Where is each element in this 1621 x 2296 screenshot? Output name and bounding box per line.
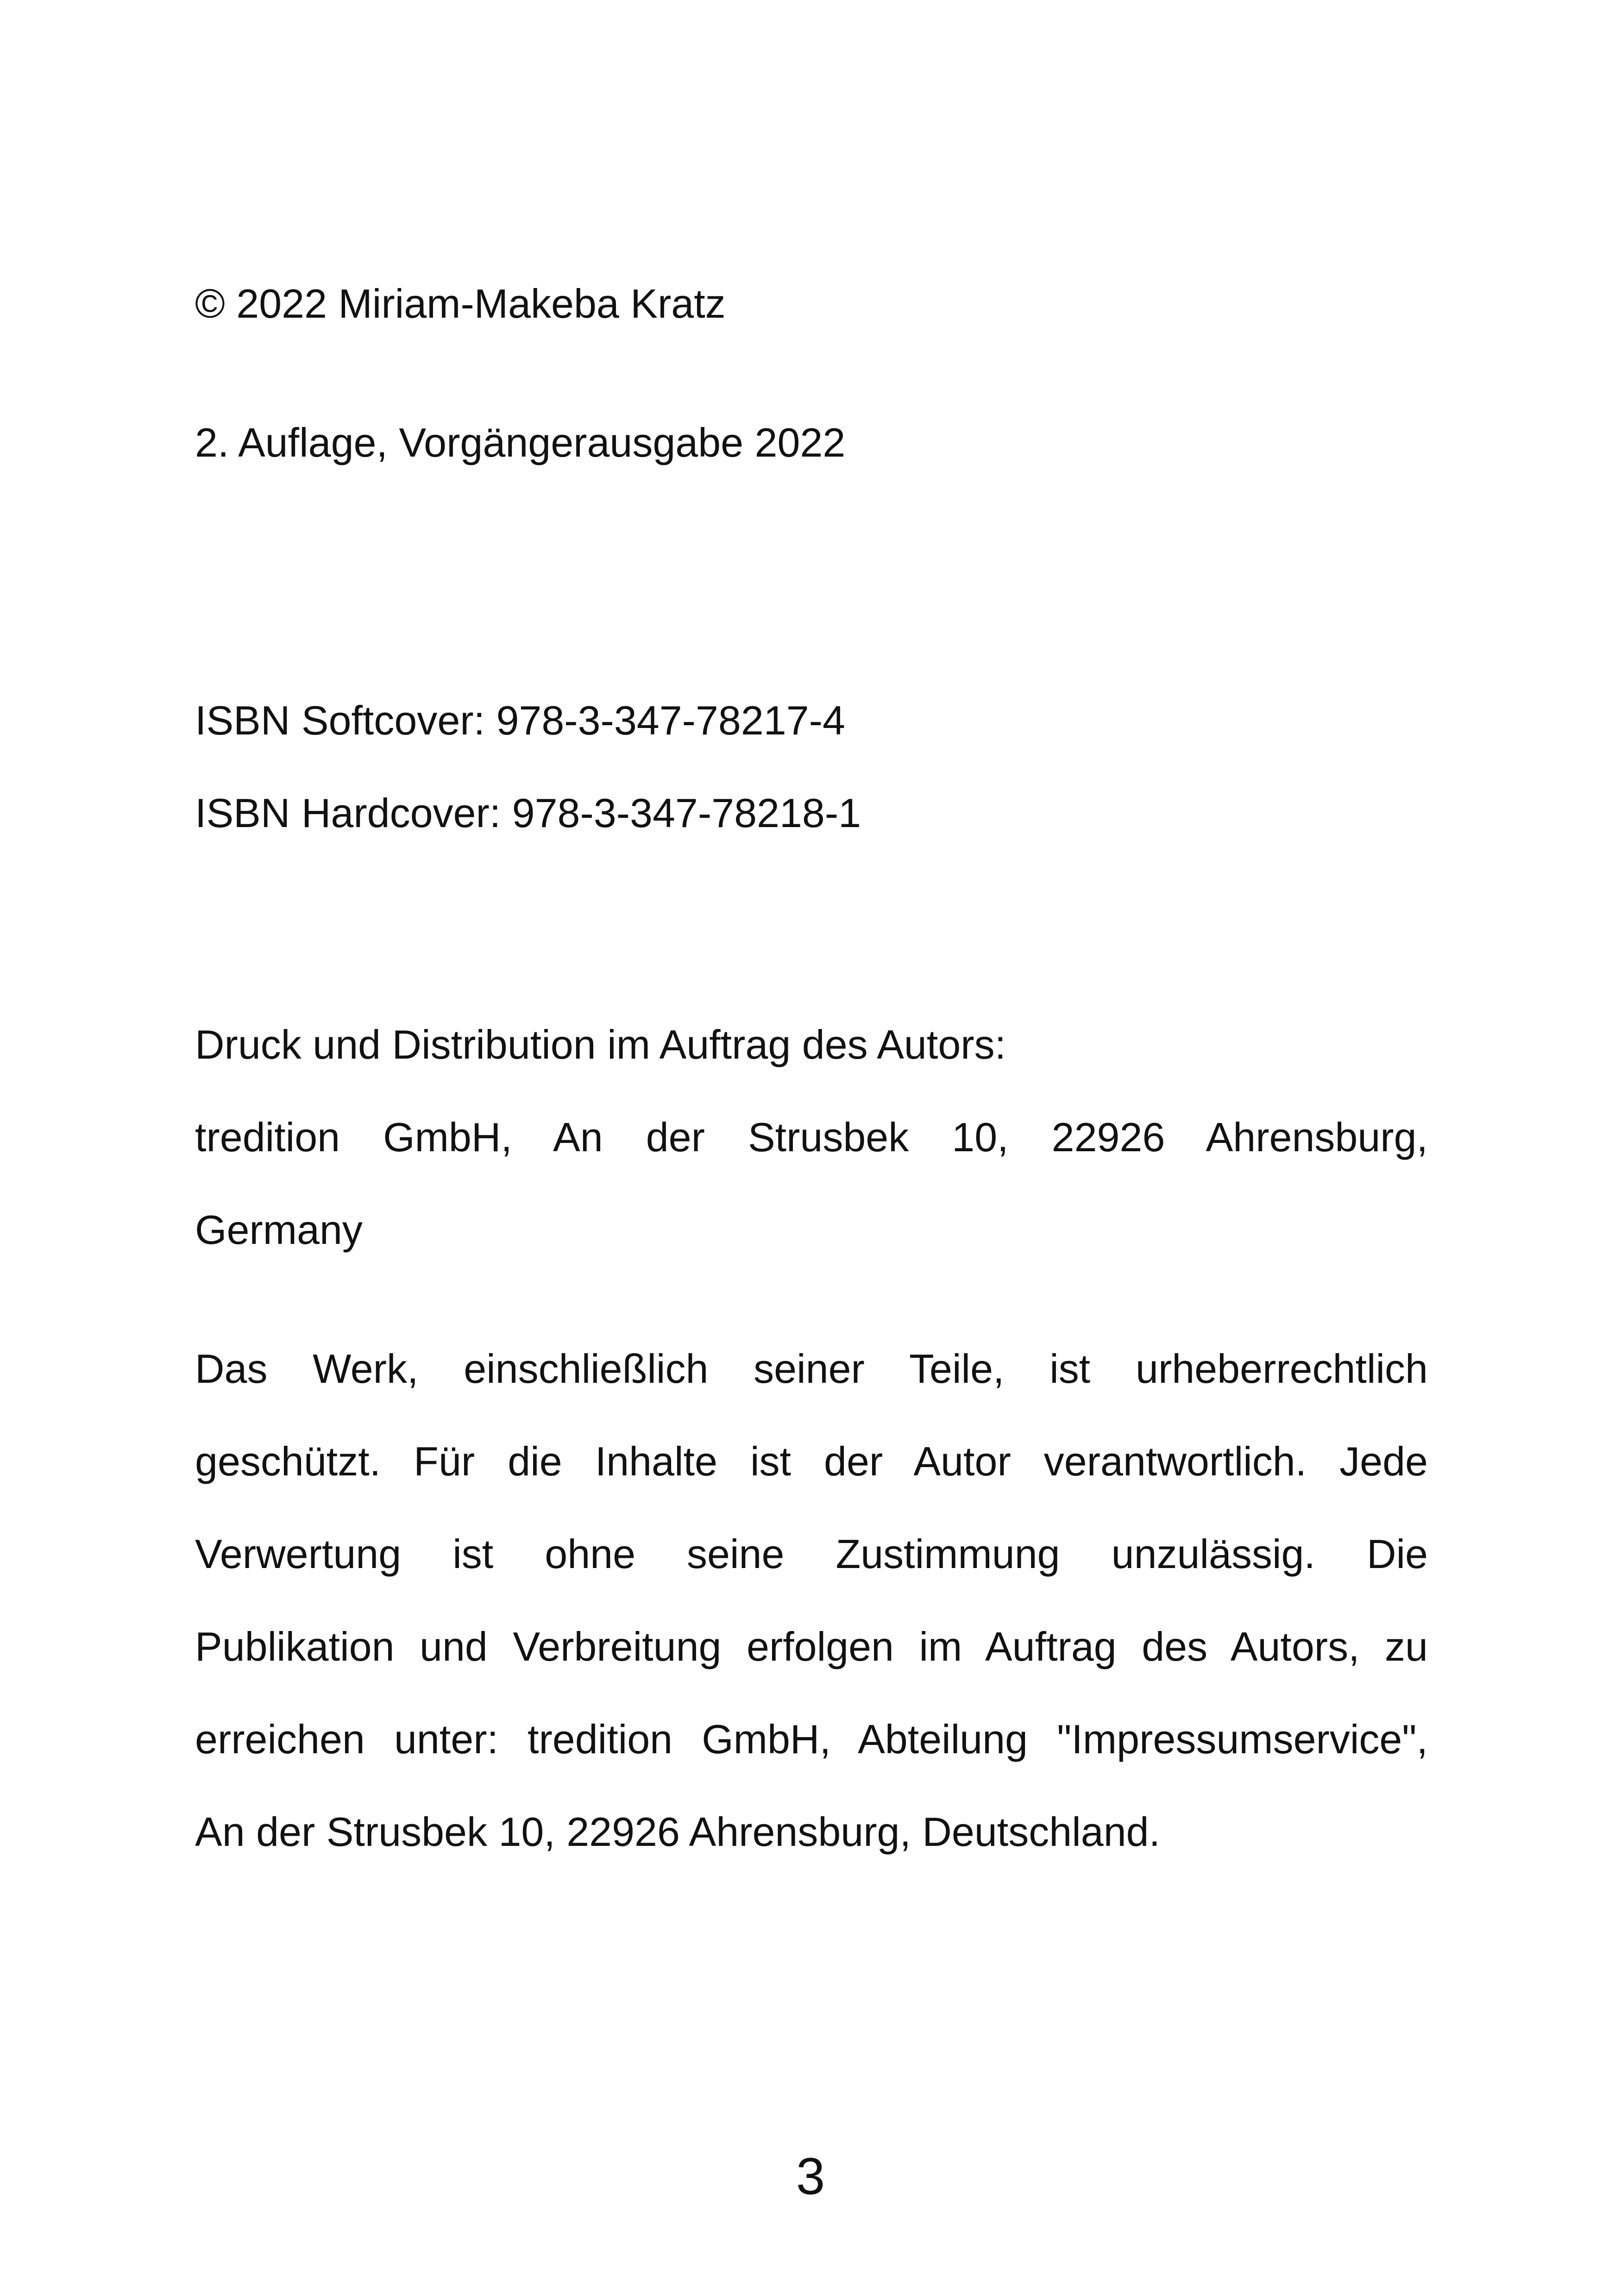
printer-address-line: tredition GmbH, An der Strusbek 10, 22926 Ahrensburg,	[195, 1114, 1428, 1160]
printer-address-line: Germany	[195, 1207, 363, 1253]
printing-heading: Druck und Distribution im Auftrag des Autors:	[195, 1022, 1006, 1067]
rights-line: An der Strusbek 10, 22926 Ahrensburg, Deutschland.	[195, 1809, 1161, 1855]
isbn-softcover: ISBN Softcover: 978-3-347-78217-4	[195, 697, 845, 743]
rights-line: geschützt. Für die Inhalte ist der Autor verantwortlich. Jede	[195, 1438, 1428, 1484]
edition-line: 2. Auflage, Vorgängerausgabe 2022	[195, 420, 846, 465]
isbn-hardcover: ISBN Hardcover: 978-3-347-78218-1	[195, 790, 861, 836]
rights-line: Publikation und Verbreitung erfolgen im Auftrag des Autors, zu	[195, 1624, 1428, 1669]
copyright-line: © 2022 Miriam-Makeba Kratz	[195, 281, 726, 326]
page-number: 3	[796, 2147, 825, 2205]
rights-line: Das Werk, einschließlich seiner Teile, ist urheberrechtlich	[195, 1346, 1428, 1392]
rights-line: erreichen unter: tredition GmbH, Abteilung "Impressumservice",	[195, 1716, 1428, 1762]
rights-line: Verwertung ist ohne seine Zustimmung unzulässig. Die	[195, 1531, 1428, 1577]
